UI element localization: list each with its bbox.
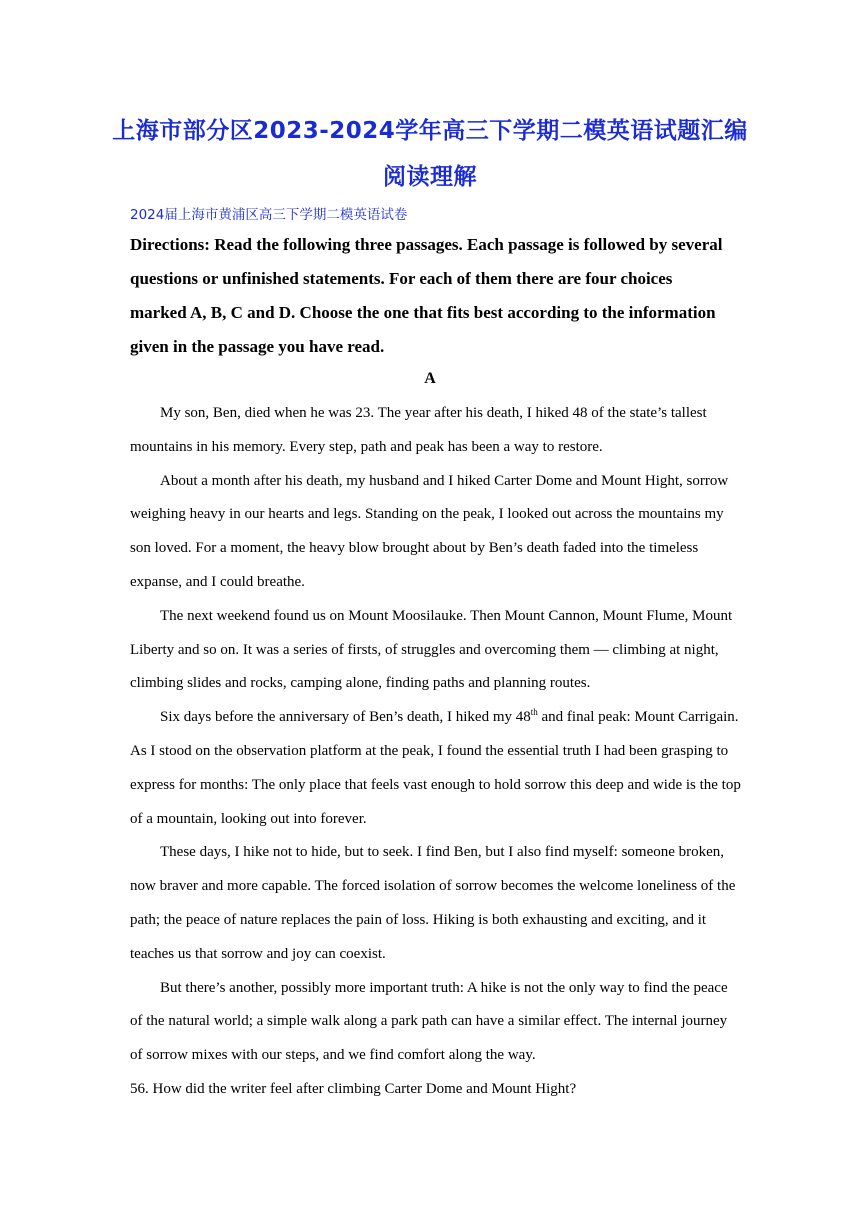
question-56: 56. How did the writer feel after climbing Carter Dome and Mount Hight? — [130, 1081, 577, 1097]
passage-a — [130, 397, 742, 1073]
directions-text: Directions: Read the following three passages. Each passage is followed by several questions or unfinished statements. For each of them there are four choices marked A, B, C and D. Choose the one that fits best according to the information given in the passage you have read. — [130, 235, 723, 356]
paragraph: My son, Ben, died when he was 23. The year after his death, I hiked 48 of the state’s tallest mountains in his memory. Every step, path and peak has been a way to restore. — [130, 405, 707, 455]
paragraph: About a month after his death, my husband and I hiked Carter Dome and Mount Hight, sorrow weighing heavy in our hearts and legs. Standing on the peak, I looked out across the mountains my son loved. For a moment, the heavy blow brought about by Ben’s death faded into the timeless expanse, and I could breathe. — [130, 472, 729, 590]
document-title: 上海市部分区2023-2024学年高三下学期二模英语试题汇编 — [112, 118, 748, 144]
ordinal-suffix: th — [530, 707, 538, 718]
paragraph-text: and final peak: Mount Carrigain. As I stood on the observation platform at the peak, I found the essential truth I had been grasping to express for months: The only place that feels vast enough to hold sorrow this deep and wide is the top of a mountain, looking out into forever. — [130, 709, 741, 827]
document-subtitle-reading: 阅读理解 — [383, 164, 477, 190]
paragraph: The next weekend found us on Mount Moosilauke. Then Mount Cannon, Mount Flume, Mount Liberty and so on. It was a series of firsts, of struggles and overcoming them — climbing at night, climbing slides and rocks, camping alone, finding paths and planning routes. — [130, 607, 733, 692]
paragraph-text: Six days before the anniversary of Ben’s death, I hiked my 48 — [160, 709, 531, 726]
paragraph: These days, I hike not to hide, but to seek. I find Ben, but I also find myself: someone broken, now braver and more capable. The forced isolation of sorrow becomes the welcome loneliness of the path; the peace of nature replaces the pain of loss. Hiking is both exhausting and exciting, and it teaches us that sorrow and joy can coexist. — [130, 844, 736, 962]
paragraph: But there’s another, possibly more important truth: A hike is not the only way to find the peace of the natural world; a simple walk along a park path can have a similar effect. The internal journey of sorrow mixes with our steps, and we find comfort along the way. — [130, 979, 728, 1064]
passage-label: A — [424, 370, 436, 387]
exam-source-label: 2024届上海市黄浦区高三下学期二模英语试卷 — [130, 207, 408, 223]
paragraph — [130, 701, 742, 836]
